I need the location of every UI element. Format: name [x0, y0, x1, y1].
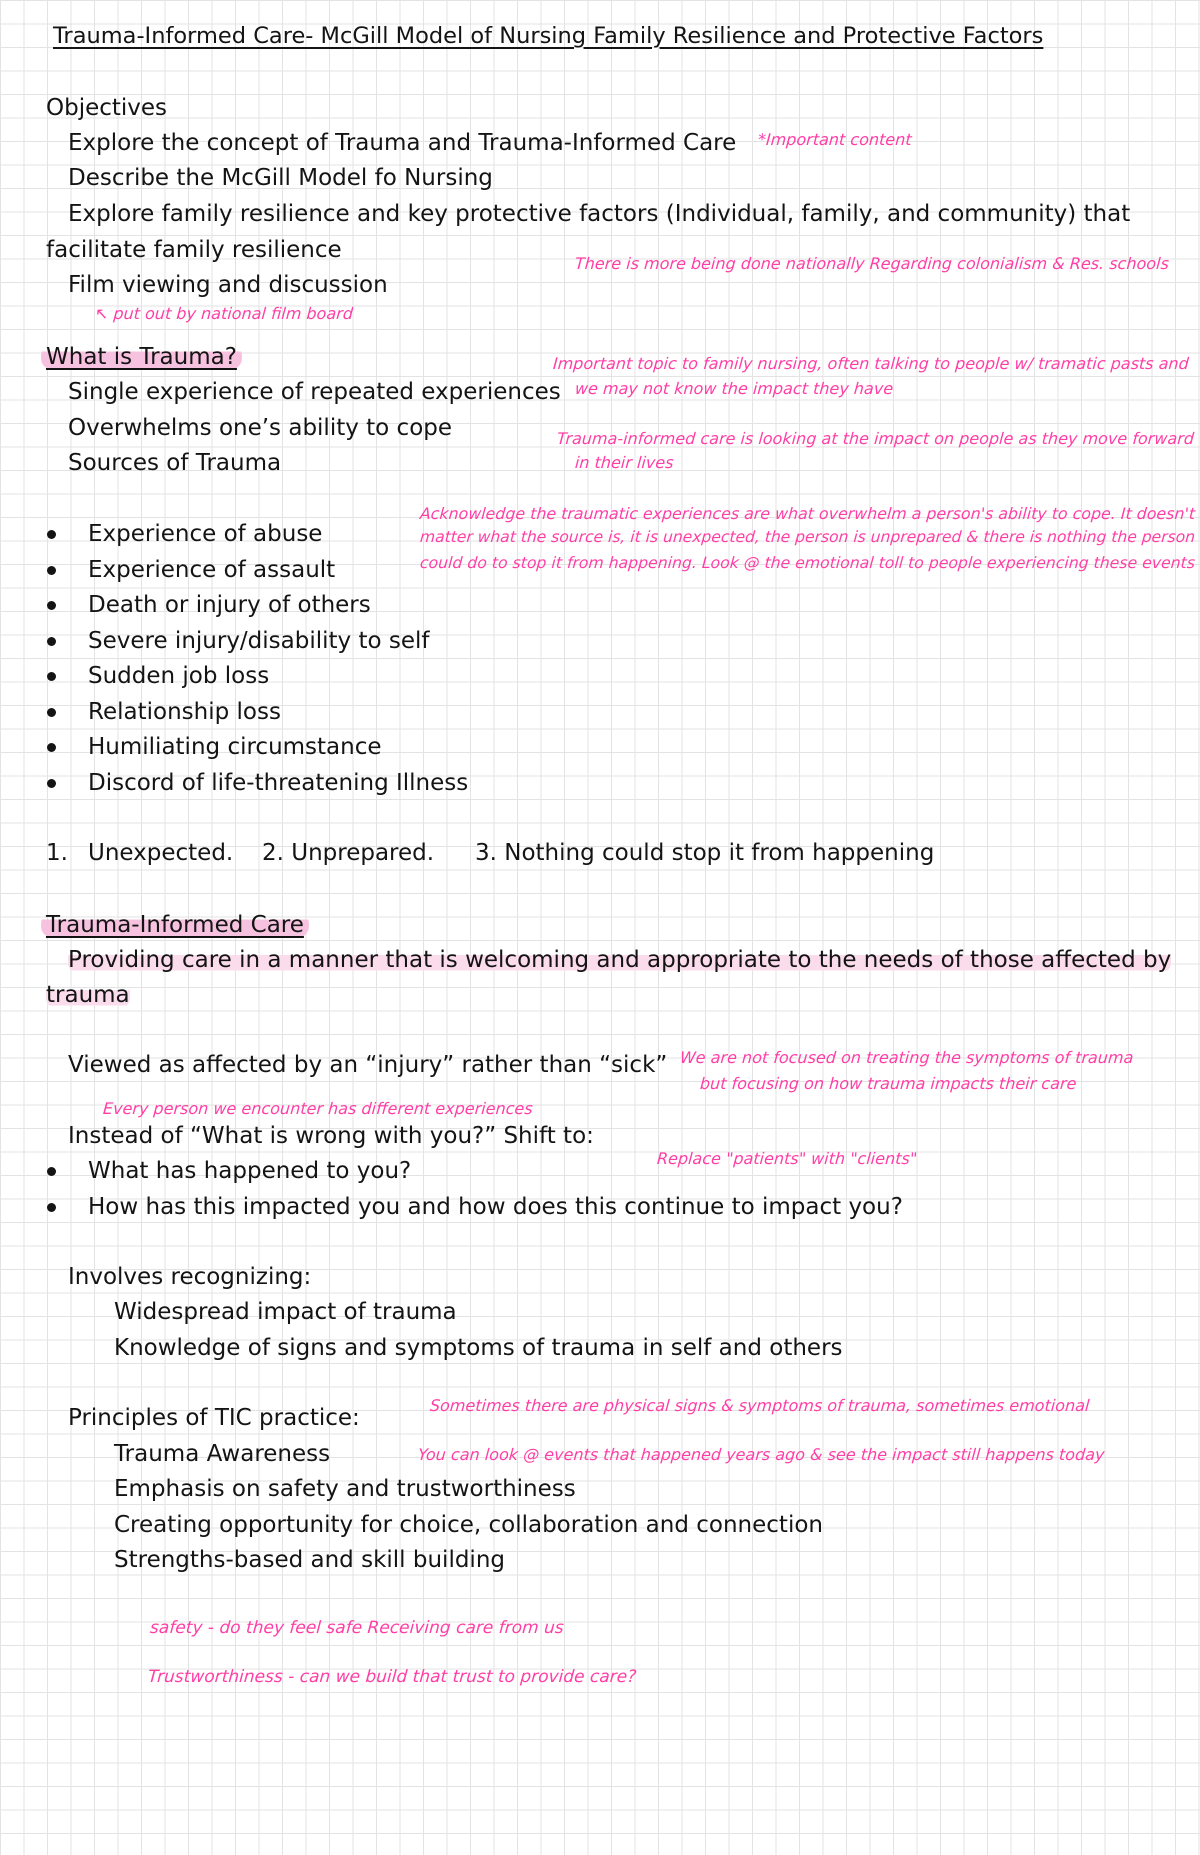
source-item: Sudden job loss [88, 663, 270, 689]
principle-item: Strengths-based and skill building [114, 1547, 505, 1573]
source-item: Experience of abuse [88, 521, 323, 547]
tic-definition [68, 945, 1171, 975]
note-safety: safety - do they feel safe Receiving care from us [149, 1618, 565, 1638]
objective-item: Film viewing and discussion [68, 272, 388, 298]
bullet-dot [47, 708, 56, 717]
source-item: Experience of assault [88, 557, 336, 583]
trauma-item: Overwhelms one’s ability to cope [68, 415, 453, 441]
bullet-dot [47, 743, 56, 752]
note-family-nursing-cont: we may not know the impact they have [574, 379, 894, 398]
note-important: *Important content [757, 130, 913, 149]
criteria-item: 2. Unprepared. [262, 840, 435, 866]
bullet-dot [47, 637, 56, 646]
source-item: Humiliating circumstance [88, 734, 382, 760]
note-replace: Replace "patients" with "clients" [656, 1149, 918, 1168]
trauma-item: Single experience of repeated experiences [68, 379, 561, 405]
principles-heading: Principles of TIC practice: [68, 1405, 360, 1431]
bullet-dot [47, 1203, 56, 1212]
note-tic-impact: Trauma-informed care is looking at the impact on people as they move forward [556, 429, 1195, 448]
criteria-item: Unexpected. [88, 840, 234, 866]
note-acknowledge-cont: could do to stop it from happening. Look @ the emotional toll to people experiencing these events [419, 553, 1196, 572]
note-years-ago: You can look @ events that happened years ago & see the impact still happens today [417, 1445, 1106, 1464]
criteria-item: 3. Nothing could stop it from happening [475, 840, 935, 866]
bullet-dot [47, 779, 56, 788]
tic-viewed: Viewed as affected by an “injury” rather than “sick” [68, 1052, 668, 1078]
bullet-dot [47, 530, 56, 539]
source-item: Discord of life-threatening Illness [88, 770, 469, 796]
source-item: Relationship loss [88, 699, 281, 725]
page-title: Trauma-Informed Care- McGill Model of Nursing Family Resilience and Protective Factors [53, 23, 1044, 49]
note-family-nursing: Important topic to family nursing, often talking to people w/ tramatic pasts and [552, 354, 1190, 373]
bullet-dot [47, 672, 56, 681]
tic-definition-cont [46, 980, 130, 1010]
tic-heading-text: Trauma-Informed Care [41, 912, 309, 938]
trauma-heading [46, 342, 242, 372]
tic-question: What has happened to you? [88, 1158, 412, 1184]
note-acknowledge-cont: matter what the source is, it is unexpected, the person is unprepared & there is nothing the person [419, 528, 1196, 546]
note-nationally: There is more being done nationally Regarding colonialism & Res. schools [574, 254, 1170, 273]
note-tic-impact-cont: in their lives [574, 453, 675, 472]
tic-definition-line: trauma [46, 982, 130, 1008]
principle-item: Emphasis on safety and trustworthiness [114, 1476, 576, 1502]
note-film-board: ↖ put out by national film board [94, 304, 354, 323]
criteria-number: 1. [46, 840, 68, 866]
principle-item: Creating opportunity for choice, collaboration and connection [114, 1512, 823, 1538]
note-physical-signs: Sometimes there are physical signs & symptoms of trauma, sometimes emotional [429, 1396, 1091, 1415]
objective-item: Describe the McGill Model fo Nursing [68, 165, 493, 191]
trauma-item: Sources of Trauma [68, 450, 282, 476]
objective-item: Explore family resilience and key protective factors (Individual, family, and community) that [68, 201, 1131, 227]
source-item: Death or injury of others [88, 592, 371, 618]
objectives-heading: Objectives [46, 95, 168, 121]
tic-heading [46, 910, 309, 940]
principle-item: Trauma Awareness [114, 1441, 331, 1467]
bullet-dot [47, 601, 56, 610]
involves-item: Knowledge of signs and symptoms of trauma in self and others [114, 1335, 843, 1361]
tic-definition-line: Providing care in a manner that is welcoming and appropriate to the needs of those affected by [68, 947, 1172, 973]
source-item: Severe injury/disability to self [88, 628, 430, 654]
bullet-dot [47, 566, 56, 575]
note-acknowledge: Acknowledge the traumatic experiences are what overwhelm a person's ability to cope. It doesn't [419, 504, 1196, 523]
involves-item: Widespread impact of trauma [114, 1299, 457, 1325]
tic-question: How has this impacted you and how does this continue to impact you? [88, 1194, 903, 1220]
note-trust: Trustworthiness - can we build that trust to provide care? [147, 1667, 637, 1687]
trauma-heading-text: What is Trauma? [41, 344, 242, 370]
note-every-person: Every person we encounter has different experiences [102, 1099, 534, 1118]
objective-item: Explore the concept of Trauma and Trauma-Informed Care [68, 130, 737, 156]
note-not-focused: We are not focused on treating the symptoms of trauma [679, 1048, 1135, 1067]
objective-item: facilitate family resilience [46, 237, 342, 263]
involves-heading: Involves recognizing: [68, 1264, 312, 1290]
bullet-dot [47, 1167, 56, 1176]
tic-instead: Instead of “What is wrong with you?” Shift to: [68, 1123, 594, 1149]
note-not-focused-cont: but focusing on how trauma impacts their care [699, 1074, 1078, 1093]
